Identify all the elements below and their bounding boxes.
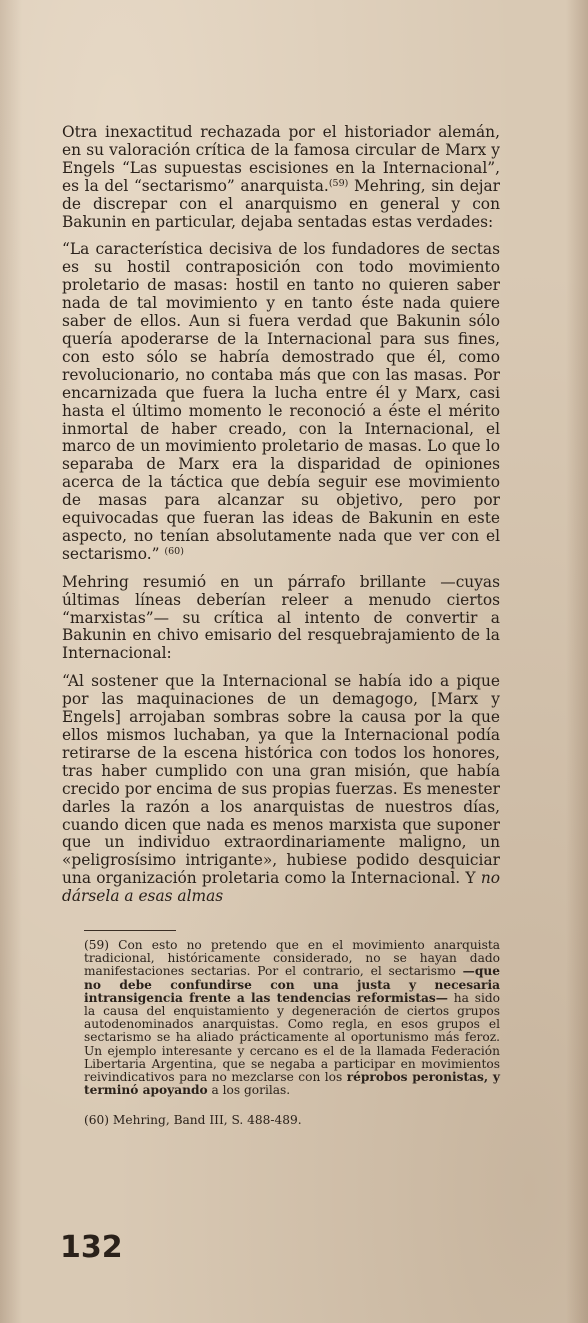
footnote-divider bbox=[84, 930, 176, 931]
footnote-ref-59[interactable]: (59) bbox=[328, 177, 349, 189]
paragraph-2-quote: “La característica decisiva de los fundadores de sectas es su hostil contraposición con todo movimiento proletario de masas: hostil en tanto no quieren saber nada de tal movimiento y en tanto éste nada quiere saber de ellos. Aun si fuera verdad que Bakunin sólo quería apoderarse de la Internacional para sus fines, con esto sólo se habría demostrado que él, como revolucionario, no contaba más que con las masas. Por encarnizada que fuera la lucha entre él y Marx, casi hasta el último momento le reconoció a éste el mérito inmortal de haber creado, con la Internacional, el marco de un movimiento proletario de masas. Lo que lo separaba de Marx era la disparidad de opiniones acerca de la táctica que debía seguir ese movimiento de masas para alcanzar su objetivo, pero por equivocadas que fueran las ideas de Bakunin en este aspecto, no tenían absolutamente nada que ver con el sectarismo.” $^{(60)}$ bbox=[62, 240, 500, 563]
paragraph-3: Mehring resumió en un párrafo brillante —cuyas últimas líneas deberían releer a menudo ciertos “marxistas”— su crítica al intento de convertir a Bakunin en chivo emisario del resquebrajamiento de la Internacional: bbox=[62, 572, 500, 663]
page-body bbox=[62, 124, 500, 1127]
italic-phrase: no dársela a esas almas bbox=[62, 869, 500, 906]
footnote-59: (59) Con esto no pretendo que en el movimiento anarquista tradicional, históricamente considerado, no se hayan dado manifestaciones sectarias. Por el contrario, el sectarismo —que no debe confundirse con una justa y necesaria intransigencia frente a las tendencias reformistas— ha sido la causa del enquistamiento y degeneración de ciertos grupos autodenominados anarquistas. Como regla, en esos grupos el sectarismo se ha aliado prácticamente al oportunismo más feroz. Un ejemplo interesante y cercano es el de la llamada Federación Libertaria Argentina, que se negaba a participar en movimientos reivindicativos para no mezclarse con los réprobos peronistas, y terminó apoyando a los gorilas. bbox=[84, 938, 501, 1098]
footnote-number-59: (59) bbox=[84, 938, 110, 953]
footnote-60: (60) Mehring, Band III, S. 488-489. bbox=[84, 1112, 302, 1127]
footnote-number-60: (60) bbox=[84, 1112, 110, 1127]
footnote-ref-60[interactable]: (60) bbox=[164, 545, 184, 557]
paragraph-1: Otra inexactitud rechazada por el historiador alemán, en su valoración crítica de la famosa circular de Marx y Engels “Las supuestas escisiones en la Internacional”, es la del “sectarismo” anarquista.$^{(59)}$ Mehring, sin dejar de discrepar con el anarquismo en general y con Bakunin en particular, dejaba sentadas estas verdades: bbox=[62, 123, 500, 231]
page-number: 132 bbox=[60, 1230, 123, 1265]
paragraph-4-quote: “Al sostener que la Internacional se había ido a pique por las maquinaciones de un demagogo, [Marx y Engels] arrojaban sombras sobre la causa por la que ellos mismos luchaban, ya que la Internacional podía retirarse de la escena histórica con todos los honores, tras haber cumplido con una gran misión, que había crecido por encima de sus propias fuerzas. Es menester darles la razón a los anarquistas de nuestros días, cuando dicen que nada es menos marxista que suponer que un individuo extraordinariamente maligno, un «peligrosísimo intrigante», hubiese podido desquiciar una organización proletaria como la Internacional. Y no dársela a esas almas bbox=[62, 672, 500, 906]
